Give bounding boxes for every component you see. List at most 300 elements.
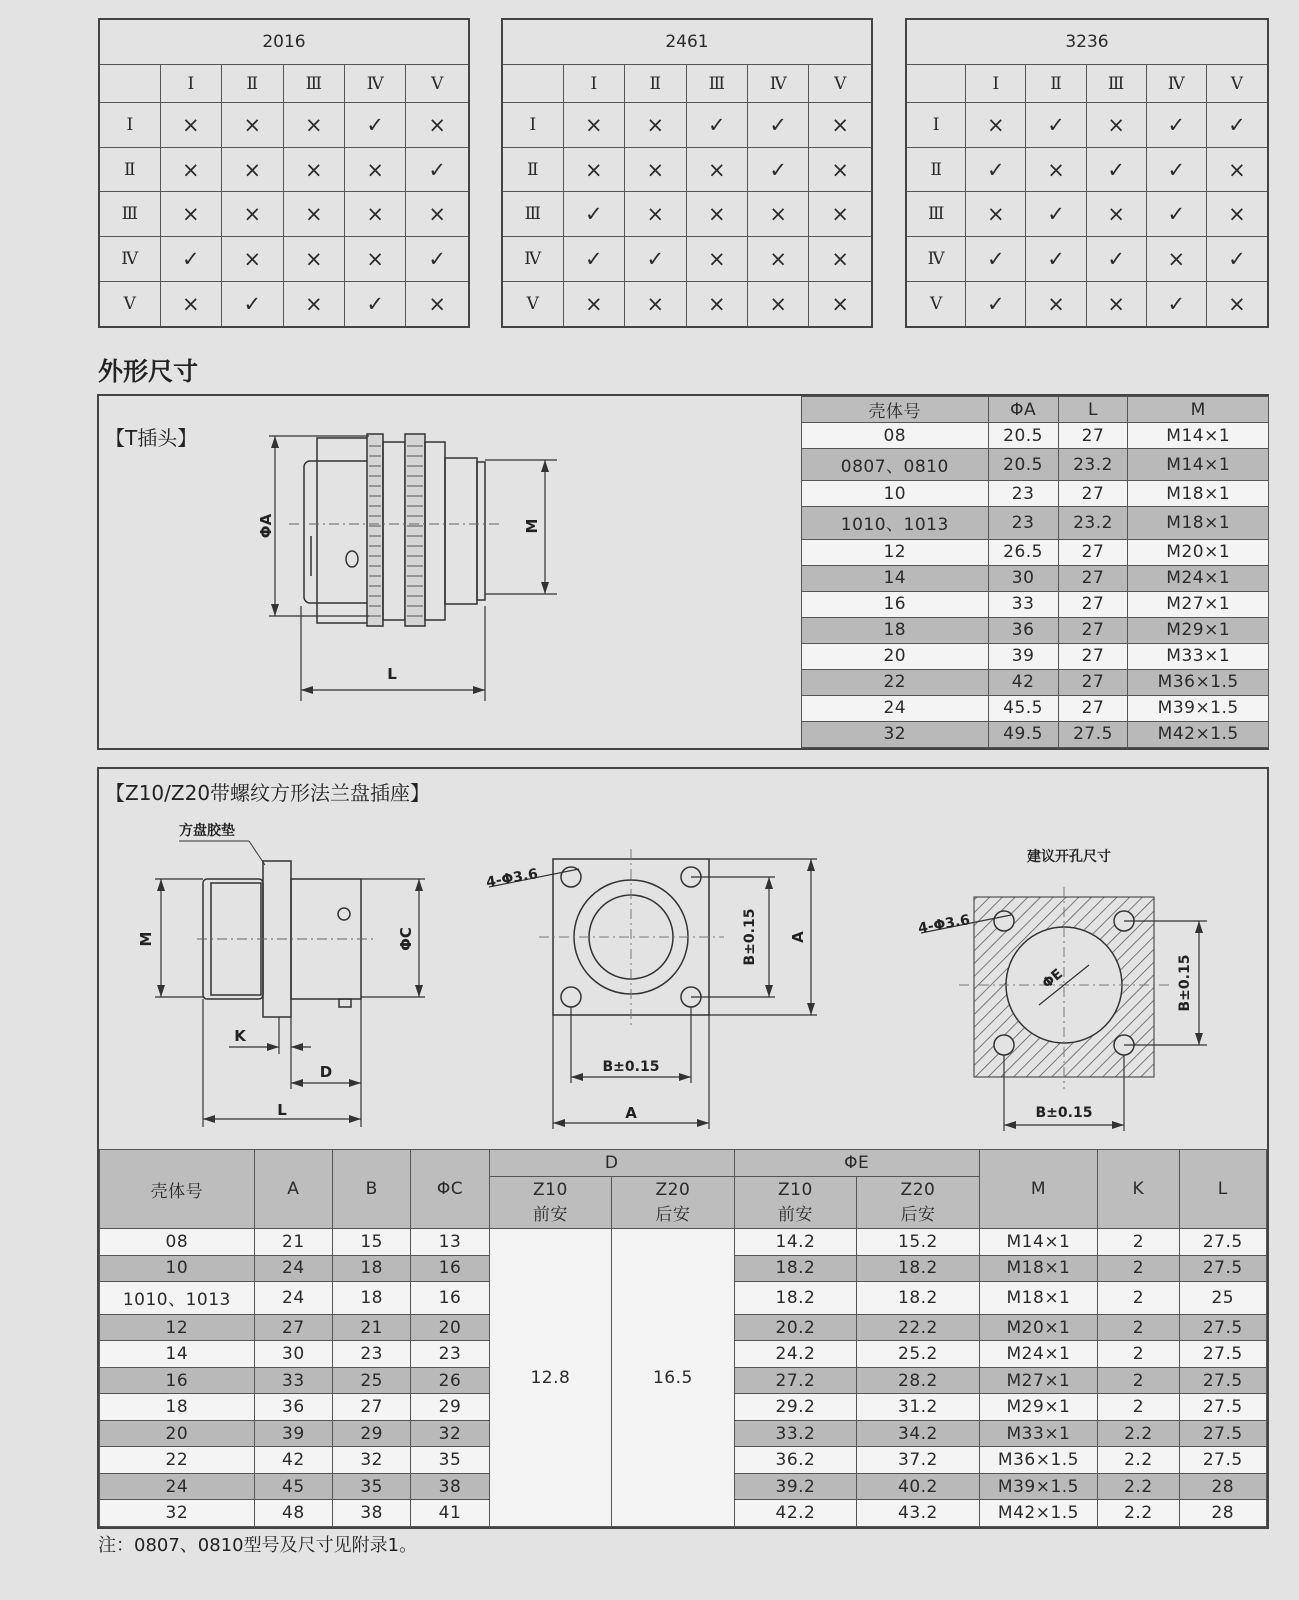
- compat-cell: ✓: [1086, 147, 1146, 192]
- table-row: [906, 147, 1268, 192]
- table-cell: 33.2: [734, 1420, 857, 1447]
- table-cell: 36.2: [734, 1447, 857, 1474]
- compat-cell: ✓: [345, 281, 406, 327]
- col-C: ΦC: [411, 1150, 489, 1229]
- table-row: [100, 1229, 1267, 1256]
- compat-cell: ×: [748, 237, 809, 282]
- table-cell: 32: [802, 721, 989, 747]
- compat-cell: ×: [809, 103, 872, 148]
- table-cell: 2.2: [1098, 1420, 1179, 1447]
- compat-cell: ×: [1206, 192, 1268, 237]
- table-row: [802, 617, 1269, 643]
- z-socket-table: [99, 1149, 1267, 1527]
- dim-B-bottom-label: B±0.15: [602, 1059, 660, 1075]
- dim-phiE-label: ΦE: [1039, 966, 1067, 993]
- table-row: [802, 539, 1269, 565]
- table-cell: M14×1: [1128, 423, 1269, 449]
- footnote: 注：0807、0810型号及尺寸见附录1。: [98, 1535, 418, 1556]
- table-row: [502, 237, 872, 282]
- table-cell: 18: [100, 1394, 255, 1421]
- col-E: ΦE: [734, 1150, 979, 1177]
- compat-cell: ×: [809, 192, 872, 237]
- table-cell: 35: [411, 1447, 489, 1474]
- table-cell: M18×1: [1128, 481, 1269, 507]
- row-header: Ⅳ: [906, 237, 966, 282]
- table-cell: 33: [988, 591, 1058, 617]
- table-cell: 14.2: [734, 1229, 857, 1256]
- compat-cell: ×: [160, 281, 221, 327]
- table-cell: 23.2: [1058, 507, 1128, 539]
- table-cell: 27: [1058, 539, 1128, 565]
- compat-cell: ✓: [625, 237, 686, 282]
- table-row: [906, 103, 1268, 148]
- table-cell: 2: [1098, 1255, 1179, 1282]
- row-header: Ⅱ: [99, 147, 160, 192]
- table-cell: 15.2: [857, 1229, 980, 1256]
- table-cell: M18×1: [979, 1255, 1098, 1282]
- col-header: Ⅰ: [563, 65, 624, 103]
- table-cell: 27.5: [1179, 1314, 1266, 1341]
- compat-table-2016: [98, 18, 470, 328]
- col-A: A: [254, 1150, 332, 1229]
- table-cell: 28: [1179, 1473, 1266, 1500]
- table-cell: 2.2: [1098, 1473, 1179, 1500]
- table-cell: 39.2: [734, 1473, 857, 1500]
- table-cell: 29: [332, 1420, 410, 1447]
- table-cell: 14: [100, 1341, 255, 1368]
- col-header: Ⅳ: [345, 65, 406, 103]
- table-cell: 15: [332, 1229, 410, 1256]
- table-cell: 18: [332, 1255, 410, 1282]
- table-cell: 2: [1098, 1341, 1179, 1368]
- table-cell: 12: [100, 1314, 255, 1341]
- compat-cell: ×: [222, 147, 283, 192]
- corner-cell: [99, 65, 160, 103]
- table-cell: 32: [100, 1500, 255, 1527]
- table-cell: 22.2: [857, 1314, 980, 1341]
- table-cell: 16: [411, 1282, 489, 1315]
- table-row: [802, 449, 1269, 481]
- table-cell: 12: [802, 539, 989, 565]
- col-header: Ⅳ: [748, 65, 809, 103]
- table-cell: 24: [254, 1255, 332, 1282]
- compat-cell: ×: [686, 237, 747, 282]
- compat-table-3236: [905, 18, 1269, 328]
- cutout-title: 建议开孔尺寸: [1027, 849, 1111, 865]
- table-cell: 27: [1058, 423, 1128, 449]
- compat-cell: ×: [966, 103, 1026, 148]
- table-cell: M20×1: [1128, 539, 1269, 565]
- table-cell: 18: [332, 1282, 410, 1315]
- table-row: [802, 643, 1269, 669]
- table-cell: 27.5: [1179, 1255, 1266, 1282]
- row-header: Ⅲ: [99, 192, 160, 237]
- table-cell: 24: [100, 1473, 255, 1500]
- compat-cell: ×: [563, 281, 624, 327]
- table-cell: 2: [1098, 1367, 1179, 1394]
- table-row: [802, 565, 1269, 591]
- row-header: Ⅴ: [906, 281, 966, 327]
- compat-cell: ×: [222, 103, 283, 148]
- table-cell: 24: [254, 1282, 332, 1315]
- compat-cell: ×: [283, 147, 344, 192]
- dim-M-label: M: [523, 518, 541, 534]
- table-cell: 20.5: [988, 423, 1058, 449]
- compat-cell: ×: [625, 192, 686, 237]
- table-cell: 2: [1098, 1394, 1179, 1421]
- table-cell: M29×1: [979, 1394, 1098, 1421]
- compat-cell: ×: [686, 281, 747, 327]
- table-cell: M36×1.5: [1128, 669, 1269, 695]
- z-socket-panel: [97, 767, 1269, 1529]
- table-cell: 23: [411, 1341, 489, 1368]
- col-header: Ⅲ: [283, 65, 344, 103]
- table-cell: M39×1.5: [979, 1473, 1098, 1500]
- gasket-label: 方盘胶垫: [179, 823, 235, 839]
- compat-cell: ✓: [1146, 103, 1206, 148]
- d-z10-cell: 12.8: [489, 1229, 612, 1527]
- table-row: [99, 237, 469, 282]
- row-header: Ⅳ: [502, 237, 563, 282]
- col-header: Ⅴ: [1206, 65, 1268, 103]
- table-cell: 2: [1098, 1314, 1179, 1341]
- compat-cell: ×: [345, 147, 406, 192]
- table-cell: 0807、0810: [802, 449, 989, 481]
- dim-B-cutout-label: B±0.15: [1177, 954, 1193, 1012]
- compat-cell: ✓: [222, 281, 283, 327]
- table-cell: 39: [254, 1420, 332, 1447]
- table-cell: 22: [802, 669, 989, 695]
- table-cell: M24×1: [979, 1341, 1098, 1368]
- table-cell: 37.2: [857, 1447, 980, 1474]
- table-cell: 26.5: [988, 539, 1058, 565]
- table-cell: M27×1: [1128, 591, 1269, 617]
- table-cell: M20×1: [979, 1314, 1098, 1341]
- table-cell: 27.5: [1179, 1341, 1266, 1368]
- table-cell: 20.2: [734, 1314, 857, 1341]
- compat-cell: ×: [1146, 237, 1206, 282]
- table-row: [906, 192, 1268, 237]
- row-header: Ⅲ: [502, 192, 563, 237]
- table-cell: M14×1: [979, 1229, 1098, 1256]
- table-cell: 20: [100, 1420, 255, 1447]
- compat-cell: ×: [625, 103, 686, 148]
- table-cell: 1010、1013: [100, 1282, 255, 1315]
- table-row: [802, 721, 1269, 747]
- compat-cell: ×: [563, 147, 624, 192]
- table-cell: 23: [332, 1341, 410, 1368]
- row-header: Ⅴ: [99, 281, 160, 327]
- compat-cell: ×: [809, 147, 872, 192]
- dim-A-label: A: [789, 931, 807, 943]
- table-cell: 27: [1058, 591, 1128, 617]
- compat-cell: ✓: [966, 281, 1026, 327]
- compat-cell: ✓: [1146, 147, 1206, 192]
- corner-cell: [906, 65, 966, 103]
- compat-cell: ✓: [1206, 237, 1268, 282]
- table-cell: 24: [802, 695, 989, 721]
- compat-cell: ✓: [563, 237, 624, 282]
- table-cell: 27: [1058, 481, 1128, 507]
- compat-cell: ✓: [1206, 103, 1268, 148]
- row-header: Ⅳ: [99, 237, 160, 282]
- table-cell: 41: [411, 1500, 489, 1527]
- table-cell: 27: [1058, 643, 1128, 669]
- table-row: [502, 147, 872, 192]
- col-D: D: [489, 1150, 734, 1177]
- table-cell: 25: [332, 1367, 410, 1394]
- table-cell: 30: [254, 1341, 332, 1368]
- dim-A-bottom-label: A: [625, 1104, 637, 1122]
- table-cell: 48: [254, 1500, 332, 1527]
- compat-cell: ×: [1086, 103, 1146, 148]
- table-cell: M36×1.5: [979, 1447, 1098, 1474]
- t-plug-title: 【T插头】: [105, 426, 198, 450]
- section-title: 外形尺寸: [98, 357, 199, 386]
- table-cell: M29×1: [1128, 617, 1269, 643]
- row-header: Ⅲ: [906, 192, 966, 237]
- table-cell: 08: [802, 423, 989, 449]
- table-row: [802, 481, 1269, 507]
- table-cell: 27: [1058, 617, 1128, 643]
- table-cell: 29: [411, 1394, 489, 1421]
- compat-table-title: 2016: [99, 19, 469, 65]
- table-row: [802, 507, 1269, 539]
- table-cell: 27: [332, 1394, 410, 1421]
- compat-cell: ×: [283, 281, 344, 327]
- table-cell: M42×1.5: [1128, 721, 1269, 747]
- col-shell: 壳体号: [100, 1150, 255, 1229]
- t-plug-col-header: L: [1058, 397, 1128, 423]
- table-cell: 20: [411, 1314, 489, 1341]
- compat-cell: ×: [406, 281, 469, 327]
- compat-cell: ✓: [966, 237, 1026, 282]
- table-cell: 22: [100, 1447, 255, 1474]
- compat-cell: ×: [1086, 281, 1146, 327]
- table-row: [906, 237, 1268, 282]
- table-cell: M33×1: [979, 1420, 1098, 1447]
- compat-table-title: 3236: [906, 19, 1268, 65]
- table-row: [99, 281, 469, 327]
- col-header: Ⅱ: [625, 65, 686, 103]
- table-cell: 16: [802, 591, 989, 617]
- compat-cell: ×: [625, 147, 686, 192]
- table-cell: M18×1: [1128, 507, 1269, 539]
- dim-B-cutout-bottom-label: B±0.15: [1035, 1105, 1093, 1121]
- table-row: [802, 591, 1269, 617]
- z-socket-title: 【Z10/Z20带螺纹方形法兰盘插座】: [105, 781, 431, 805]
- dim-L-label: L: [387, 665, 397, 683]
- compat-cell: ×: [345, 192, 406, 237]
- row-header: Ⅰ: [502, 103, 563, 148]
- table-cell: 2: [1098, 1229, 1179, 1256]
- compat-cell: ✓: [1086, 237, 1146, 282]
- compat-cell: ×: [686, 192, 747, 237]
- compat-cell: ×: [1026, 147, 1086, 192]
- compat-cell: ✓: [1146, 192, 1206, 237]
- table-row: [502, 103, 872, 148]
- dim-M2-label: M: [137, 931, 155, 947]
- table-cell: 16: [411, 1255, 489, 1282]
- table-cell: 23.2: [1058, 449, 1128, 481]
- table-row: [906, 281, 1268, 327]
- col-header: Ⅲ: [1086, 65, 1146, 103]
- compat-cell: ×: [406, 103, 469, 148]
- table-cell: 27.5: [1179, 1367, 1266, 1394]
- table-row: [99, 103, 469, 148]
- table-cell: 18.2: [734, 1282, 857, 1315]
- t-plug-drawing: [99, 396, 799, 748]
- dim-K-label: K: [234, 1027, 246, 1045]
- table-row: [802, 695, 1269, 721]
- compat-cell: ×: [1206, 147, 1268, 192]
- table-cell: 14: [802, 565, 989, 591]
- table-cell: 25: [1179, 1282, 1266, 1315]
- table-cell: 38: [411, 1473, 489, 1500]
- compat-cell: ×: [406, 192, 469, 237]
- row-header: Ⅱ: [502, 147, 563, 192]
- compat-cell: ×: [966, 192, 1026, 237]
- table-cell: 13: [411, 1229, 489, 1256]
- row-header: Ⅱ: [906, 147, 966, 192]
- t-plug-panel: [97, 394, 1269, 750]
- table-cell: 24.2: [734, 1341, 857, 1368]
- dim-D-label: D: [319, 1063, 333, 1081]
- table-cell: 45.5: [988, 695, 1058, 721]
- t-plug-col-header: M: [1128, 397, 1269, 423]
- compat-cell: ✓: [748, 103, 809, 148]
- table-cell: 2.2: [1098, 1500, 1179, 1527]
- holes-label: 4-Φ3.6: [484, 866, 540, 891]
- table-cell: 21: [332, 1314, 410, 1341]
- table-row: [502, 192, 872, 237]
- table-cell: 18: [802, 617, 989, 643]
- table-cell: 18.2: [734, 1255, 857, 1282]
- table-cell: 21: [254, 1229, 332, 1256]
- table-cell: 27.2: [734, 1367, 857, 1394]
- col-D-z10: Z10 前安: [489, 1177, 612, 1229]
- compat-cell: ✓: [1026, 103, 1086, 148]
- compat-cell: ✓: [563, 192, 624, 237]
- table-cell: 08: [100, 1229, 255, 1256]
- table-cell: 27: [1058, 695, 1128, 721]
- table-cell: 10: [802, 481, 989, 507]
- table-cell: M14×1: [1128, 449, 1269, 481]
- table-cell: M42×1.5: [979, 1500, 1098, 1527]
- compat-cell: ×: [1086, 192, 1146, 237]
- table-row: [99, 192, 469, 237]
- table-cell: 40.2: [857, 1473, 980, 1500]
- col-K: K: [1098, 1150, 1179, 1229]
- col-L: L: [1179, 1150, 1266, 1229]
- table-cell: 20.5: [988, 449, 1058, 481]
- table-cell: 30: [988, 565, 1058, 591]
- table-cell: 26: [411, 1367, 489, 1394]
- compat-cell: ✓: [406, 147, 469, 192]
- compat-cell: ×: [222, 237, 283, 282]
- table-cell: 2: [1098, 1282, 1179, 1315]
- table-cell: M33×1: [1128, 643, 1269, 669]
- compat-cell: ✓: [406, 237, 469, 282]
- table-row: [99, 147, 469, 192]
- table-cell: 27.5: [1179, 1447, 1266, 1474]
- table-cell: 33: [254, 1367, 332, 1394]
- table-cell: 27.5: [1179, 1394, 1266, 1421]
- table-cell: 27.5: [1058, 721, 1128, 747]
- table-cell: 32: [411, 1420, 489, 1447]
- col-B: B: [332, 1150, 410, 1229]
- table-cell: M27×1: [979, 1367, 1098, 1394]
- compat-cell: ✓: [345, 103, 406, 148]
- compat-table-title: 2461: [502, 19, 872, 65]
- table-cell: 23: [988, 507, 1058, 539]
- col-E-z10: Z10 前安: [734, 1177, 857, 1229]
- table-cell: 38: [332, 1500, 410, 1527]
- compat-cell: ✓: [1026, 192, 1086, 237]
- compat-cell: ×: [809, 281, 872, 327]
- compat-cell: ✓: [1146, 281, 1206, 327]
- compat-cell: ×: [283, 103, 344, 148]
- row-header: Ⅴ: [502, 281, 563, 327]
- col-header: Ⅲ: [686, 65, 747, 103]
- table-cell: 27: [1058, 565, 1128, 591]
- table-cell: 27.5: [1179, 1420, 1266, 1447]
- compat-cell: ✓: [1026, 237, 1086, 282]
- table-cell: 18.2: [857, 1255, 980, 1282]
- table-cell: 34.2: [857, 1420, 980, 1447]
- table-cell: 20: [802, 643, 989, 669]
- col-header: Ⅱ: [1026, 65, 1086, 103]
- table-cell: 42: [254, 1447, 332, 1474]
- compat-cell: ✓: [966, 147, 1026, 192]
- z-socket-drawing: [99, 769, 1267, 1149]
- table-cell: 42: [988, 669, 1058, 695]
- table-cell: 16: [100, 1367, 255, 1394]
- table-cell: 28.2: [857, 1367, 980, 1394]
- table-cell: 49.5: [988, 721, 1058, 747]
- dim-phiC-label: ΦC: [397, 927, 415, 951]
- table-cell: 27: [1058, 669, 1128, 695]
- compat-cell: ×: [809, 237, 872, 282]
- col-E-z20: Z20 后安: [857, 1177, 980, 1229]
- table-row: [502, 281, 872, 327]
- table-cell: M18×1: [979, 1282, 1098, 1315]
- t-plug-table: [801, 396, 1269, 748]
- table-cell: 36: [988, 617, 1058, 643]
- table-cell: 27.5: [1179, 1229, 1266, 1256]
- table-cell: M39×1.5: [1128, 695, 1269, 721]
- compat-cell: ✓: [160, 237, 221, 282]
- col-header: Ⅴ: [406, 65, 469, 103]
- row-header: Ⅰ: [99, 103, 160, 148]
- table-cell: 45: [254, 1473, 332, 1500]
- col-header: Ⅰ: [966, 65, 1026, 103]
- compat-cell: ×: [160, 192, 221, 237]
- table-cell: 28: [1179, 1500, 1266, 1527]
- d-z20-cell: 16.5: [612, 1229, 735, 1527]
- compat-table-2461: [501, 18, 873, 328]
- compat-cell: ✓: [748, 147, 809, 192]
- table-row: [802, 669, 1269, 695]
- table-cell: 27: [254, 1314, 332, 1341]
- compat-cell: ×: [283, 192, 344, 237]
- table-cell: 42.2: [734, 1500, 857, 1527]
- dim-L2-label: L: [277, 1101, 287, 1119]
- t-plug-col-header: 壳体号: [802, 397, 989, 423]
- compat-cell: ×: [748, 281, 809, 327]
- table-cell: 39: [988, 643, 1058, 669]
- compat-cell: ✓: [686, 103, 747, 148]
